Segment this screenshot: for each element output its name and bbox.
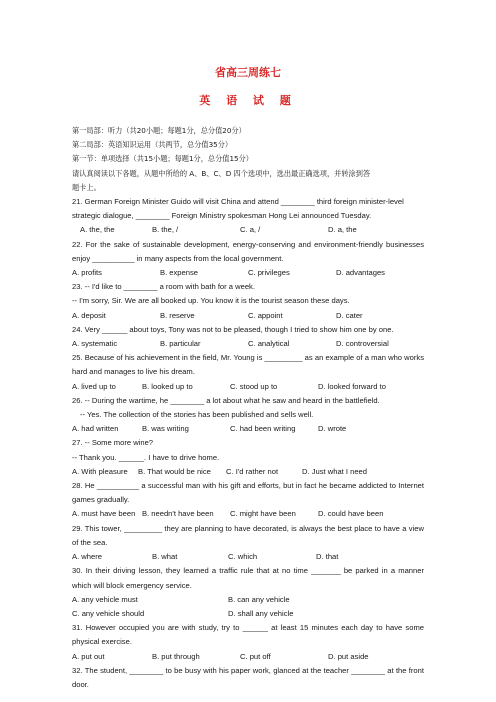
exam-subtitle: 英 语 试 题 [199,94,297,107]
option-d[interactable]: D. advantages [336,268,385,278]
option-a[interactable]: A. had written [72,424,119,434]
question-28-text: 28. He __________ a successful man with his gift and efforts, but in fact he became addicted to Internet games gradually. [72,481,424,505]
option-a[interactable]: A. any vehicle must [72,594,138,604]
question-27-options [72,465,424,479]
question-25-options [72,380,424,394]
option-d[interactable]: D. wrote [318,424,347,434]
option-c[interactable]: C. which [228,552,258,562]
option-b[interactable]: B. needn't have been [142,509,214,519]
option-d[interactable]: D. looked forward to [318,381,386,391]
question-31-options [72,650,424,664]
question-26-line2: -- Yes. The collection of the stories has been published and sells well. [80,410,314,420]
exam-body [72,124,424,692]
exam-title: 省高三周练七 [215,66,281,79]
question-23-line1: 23. -- I'd like to ________ a room with bath for a week. [72,282,255,292]
instructions-line2: 题卡上。 [72,182,101,192]
option-c[interactable]: C. privileges [248,268,290,278]
question-22-text: 22. For the sake of sustainable development, energy-conserving and environment-friendly businesses enjoy __________ in many aspects from the local government. [72,239,424,263]
question-27-line1: 27. -- Some more wine? [72,438,154,448]
option-c[interactable]: C. I'd rather not [226,466,279,476]
option-a[interactable]: A. deposit [72,310,106,320]
question-23-line2: -- I'm sorry, Sir. We are all booked up. You know it is the tourist season these days. [72,296,350,306]
option-c[interactable]: C. stood up to [230,381,278,391]
question-26-line1: 26. -- During the wartime, he ________ a lot about what he saw and heard in the battlefield. [72,395,380,405]
option-b[interactable]: B. can any vehicle [228,594,290,604]
option-a[interactable]: A. must have been [72,509,136,519]
section1-heading: 第一节：单项选择（共15小题；每题1分，总分值15分） [72,154,253,164]
option-d[interactable]: D. that [316,552,339,562]
option-a[interactable]: A. put out [72,651,105,661]
option-d[interactable]: D. put aside [328,651,369,661]
option-d[interactable]: D. Just what I need [302,466,368,476]
question-26-options [72,422,424,436]
option-a[interactable]: A. the, the [80,225,115,235]
question-30-options-row1 [72,593,424,607]
option-a[interactable]: A. lived up to [72,381,116,391]
option-d[interactable]: D. controversial [336,339,389,349]
option-b[interactable]: B. reserve [160,310,195,320]
question-29-options [72,550,424,564]
option-d[interactable]: D. could have been [318,509,384,519]
question-29-text: 29. This tower, _________ they are planning to have decorated, is always the best place to have a view of the sea. [72,523,424,547]
instructions-line1: 请认真阅读以下各题，从题中所给的 A、B、C、D 四个选项中，选出最正确选项，并转涂到答 [72,168,371,178]
option-b[interactable]: B. expense [160,268,198,278]
option-a[interactable]: A. profits [72,268,102,278]
option-c[interactable]: C. put off [240,651,271,661]
question-22-options [72,266,424,280]
option-a[interactable]: A. where [72,552,102,562]
question-30-text: 30. In their driving lesson, they learned a traffic rule that at no time _______ be parked in a manner which will block emergency service. [72,566,424,590]
option-b[interactable]: B. put through [152,651,200,661]
question-28-options [72,507,424,521]
option-b[interactable]: B. looked up to [142,381,193,391]
question-21-line1: 21. German Foreign Minister Guido will visit China and attend ________ third foreign minister-level [72,197,404,207]
question-27-line2: -- Thank you. ______. I have to drive home. [72,452,220,462]
option-b[interactable]: B. was writing [142,424,189,434]
option-c[interactable]: C. analytical [248,339,290,349]
option-c[interactable]: C. appoint [248,310,283,320]
option-c[interactable]: C. any vehicle should [72,608,145,618]
option-d[interactable]: D. cater [336,310,363,320]
option-c[interactable]: C. a, / [240,225,261,235]
option-d[interactable]: D. a, the [328,225,357,235]
option-c[interactable]: C. had been writing [230,424,296,434]
question-24-text: 24. Very ______ about toys, Tony was not to be pleased, though I tried to show him one by one. [72,324,394,334]
option-c[interactable]: C. might have been [230,509,296,519]
option-a[interactable]: A. systematic [72,339,118,349]
part2-heading: 第二局部：英语知识运用（共两节，总分值35分） [72,140,233,150]
question-21-options [72,223,424,237]
option-d[interactable]: D. shall any vehicle [228,608,294,618]
option-b[interactable]: B. the, / [152,225,179,235]
question-31-text: 31. However occupied you are with study, try to ______ at least 15 minutes each day to have some physical exercise. [72,623,424,647]
option-b[interactable]: B. That would be nice [138,466,211,476]
question-30-options-row2 [72,607,424,621]
question-23-options [72,309,424,323]
question-25-text: 25. Because of his achievement in the field, Mr. Young is _________ as an example of a man who works hard and manages to live his dream. [72,353,424,377]
option-b[interactable]: B. particular [160,339,201,349]
option-b[interactable]: B. what [152,552,178,562]
part1-heading: 第一局部：听力（共20小题；每题1分，总分值20分） [72,126,246,135]
question-24-options [72,337,424,351]
question-32-text: 32. The student, ________ to be busy with his paper work, glanced at the teacher ________ at the front door. [72,665,424,689]
option-a[interactable]: A. With pleasure [72,466,128,476]
question-21-line2: strategic dialogue, ________ Foreign Ministry spokesman Hong Lei announced Tuesday. [72,211,372,221]
